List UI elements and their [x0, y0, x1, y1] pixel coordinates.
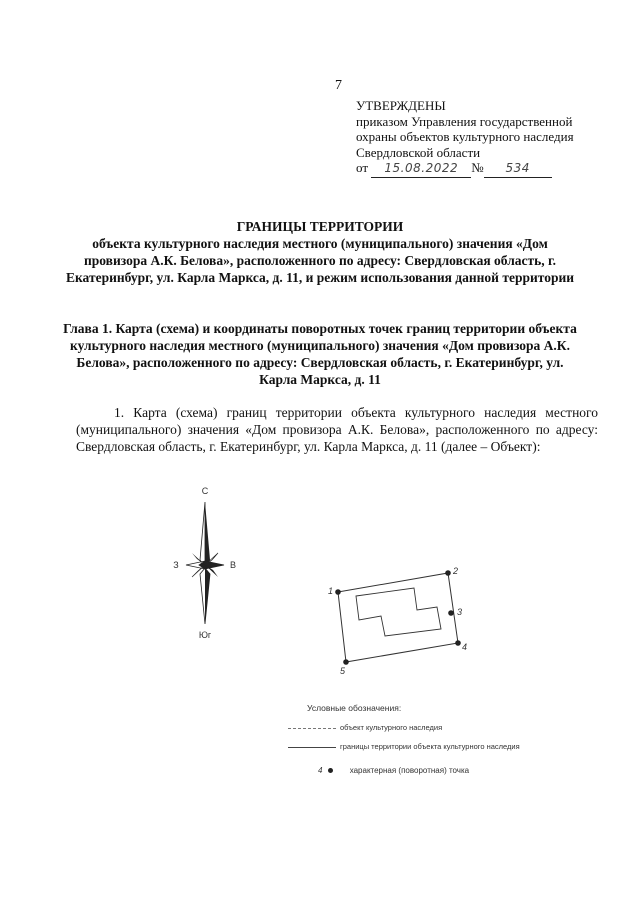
approval-heading: УТВЕРЖДЕНЫ	[356, 98, 446, 113]
legend-object-label: объект культурного наследия	[340, 723, 443, 732]
approval-number: 534	[484, 161, 552, 178]
approval-line-3: Свердловской области	[356, 144, 481, 160]
point-2	[445, 570, 451, 576]
title-body: объекта культурного наследия местного (муниципального) значения «Дом провизора А.К. Белова», расположенного по адресу: Свердловская область, г. Екатеринбург, ул. Карла Маркса, д. 11, и режим использования данной территории	[65, 236, 575, 285]
heritage-object-outline	[356, 588, 441, 636]
point-4	[455, 640, 461, 646]
compass-rose	[173, 486, 236, 640]
approval-line-1: приказом Управления государственной	[356, 113, 573, 129]
point-1	[335, 589, 341, 595]
number-prefix: №	[471, 160, 484, 175]
chapter-heading: Глава 1. Карта (схема) и координаты поворотных точек границ территории объекта культурного наследия местного (муниципального) значения «Дом провизора А.К. Белова», расположенного по адресу: Свердловская область, г. Екатеринбург, ул. Карла Маркса, д. 11	[63, 321, 577, 387]
approval-block	[356, 98, 626, 178]
point-label-5: 5	[340, 666, 346, 676]
title-heading: ГРАНИЦЫ ТЕРРИТОРИИ	[236, 219, 404, 234]
approval-line-2: охраны объектов культурного наследия	[356, 129, 574, 144]
point-label-4: 4	[462, 642, 468, 652]
compass-label-east: В	[229, 560, 237, 570]
point-5	[343, 659, 349, 665]
legend-point-row	[318, 766, 469, 775]
legend-point-number: 4	[318, 766, 323, 775]
territory-boundary	[338, 573, 458, 662]
legend-object-row	[288, 723, 442, 732]
compass-label-south: Юг	[198, 630, 212, 640]
approval-date-line	[356, 160, 626, 178]
legend-point-label: характерная (поворотная) точка	[349, 766, 470, 775]
point-3	[448, 610, 454, 616]
point-label-3: 3	[457, 607, 463, 617]
legend-boundary-row	[288, 742, 520, 751]
compass-label-north: С	[201, 486, 209, 496]
legend-boundary-line	[288, 747, 336, 748]
compass-east-arrow	[199, 561, 224, 569]
turning-points	[328, 566, 467, 676]
legend-boundary-label: границы территории объекта культурного наследия	[340, 742, 520, 751]
point-label-2: 2	[453, 566, 459, 576]
date-prefix: от	[356, 160, 369, 175]
paragraph-1: 1. Карта (схема) границ территории объекта культурного наследия местного (муниципального) значения «Дом провизора А.К. Белова», расположенного по адресу: Свердловская область, г. Екатеринбург, ул. Карла Маркса, д. 11 (далее – Объект):	[76, 405, 598, 454]
legend-title: Условные обозначения:	[307, 703, 402, 713]
legend-point-dot	[328, 768, 333, 773]
page-number: 7	[335, 78, 342, 93]
legend-object-line	[288, 728, 336, 729]
point-label-1: 1	[328, 586, 334, 596]
compass-label-west: З	[173, 560, 179, 570]
approval-date: 15.08.2022	[371, 161, 471, 178]
document-title	[60, 218, 580, 286]
